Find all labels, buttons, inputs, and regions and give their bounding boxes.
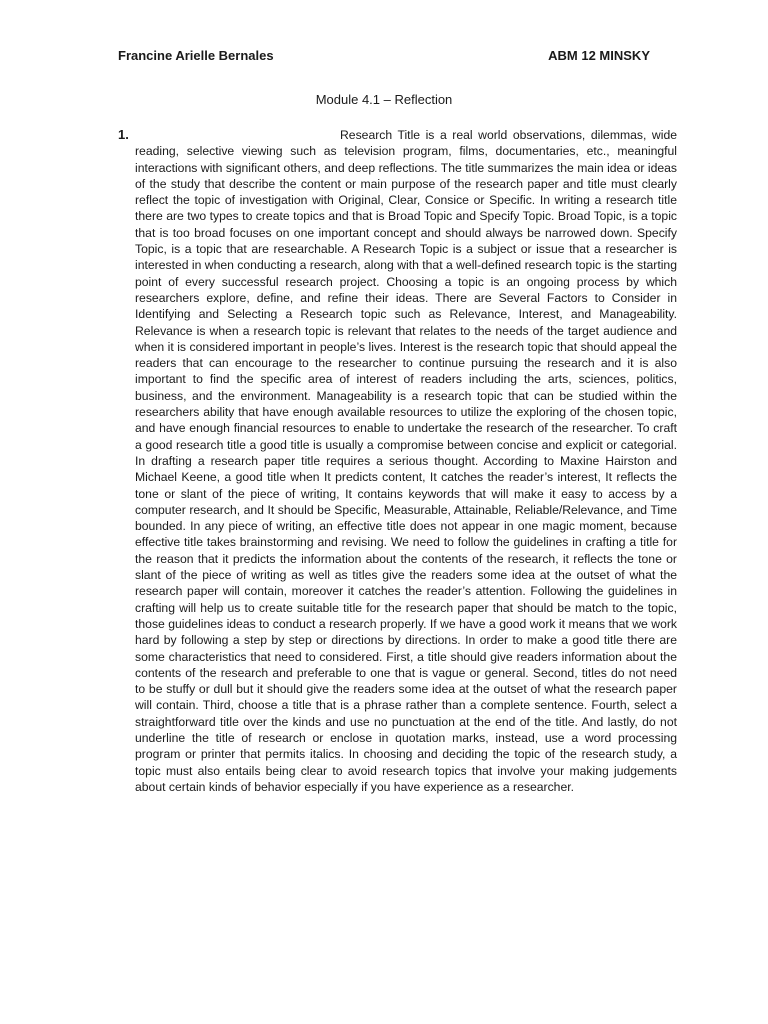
reflection-paragraph: Research Title is a real world observations, dilemmas, wide reading, selective viewing such as television program, films, documentaries, etc., meaningful interactions with significant others, and deep reflections. The title summarizes the main idea or ideas of the study that describe the content or main purpose of the research paper and title must clearly reflect the topic of investigation with Original, Clear, Consice or Specific. In writing a research title there are two types to create topics and that is Broad Topic and Specify Topic. Broad Topic, is a topic that is too broad focuses on one important concept and should always be narrowed down. Specify Topic, is a topic that are researchable. A Research Topic is a subject or issue that a researcher is interested in when conducting a research, along with that a well-defined research topic is the starting point of every successful research project. Choosing a topic is an ongoing process by which researchers explore, define, and refine their ideas. There are Several Factors to Consider in Identifying and Selecting a Research topic such as Relevance, Interest, and Manageability. Relevance is when a research topic is relevant that relates to the needs of the target audience and when it is considered important in people’s lives. Interest is the research topic that should appeal the readers that can encourage to the researcher to continue pursuing the research and it is also important to find the specific area of interest of readers including the arts, sciences, politics, business, and the environment. Manageability is a research topic that can be studied within the researchers ability that have enough available resources to utilize the exploring of the chosen topic, and have enough financial resources to enable to undertake the research of the researcher. To craft a good research title a good title is usually a compromise between concise and explicit or categorial. In drafting a research paper title requires a serious thought. According to Maxine Hairston and Michael Keene, a good title when It predicts content, It catches the reader’s interest, It reflects the tone or slant of the piece of writing, It contains keywords that will make it easy to access by a computer research, and It should be Specific, Measurable, Attainable, Reliable/Relevance, and Time bounded. In any piece of writing, an effective title does not appear in one magic moment, because effective title takes brainstorming and revising. We need to follow the guidelines in crafting a title for the reason that it predicts the information about the contents of the research, it reflects the tone or slant of the piece of writing as well as titles give the readers some idea at the outset of what the research paper will contain, moreover it catches the reader’s attention. Following the guidelines in crafting will help us to create suitable title for the research paper that should be match to the topic, those guidelines ideas to conduct a research properly. If we have a good work it means that we work hard by following a step by step or directions by directions. In order to make a good title there are some characteristics that need to considered. First, a title should give readers information about the contents of the research and preferable to one that is vague or general. Second, titles do not need to be stuffy or dull but it should give the readers some idea at the outset of what the research paper will contain. Third, choose a title that is a phrase rather than a complete sentence. Fourth, select a straightforward title over the kinds and use no punctuation at the end of the title. And lastly, do not underline the title of research or enclose in quotation marks, instead, use a word processing program or printer that permits italics. In choosing and deciding the topic of the research study, a topic must also entails being clear to avoid research topics that involve your making judgements about certain kinds of behavior especially if you have experience as a researcher.	[135, 128, 677, 794]
author-name: Francine Arielle Bernales	[118, 48, 274, 63]
class-section: ABM 12 MINSKY	[548, 48, 650, 63]
item-number: 1.	[118, 127, 129, 142]
module-title: Module 4.1 – Reflection	[315, 92, 453, 107]
